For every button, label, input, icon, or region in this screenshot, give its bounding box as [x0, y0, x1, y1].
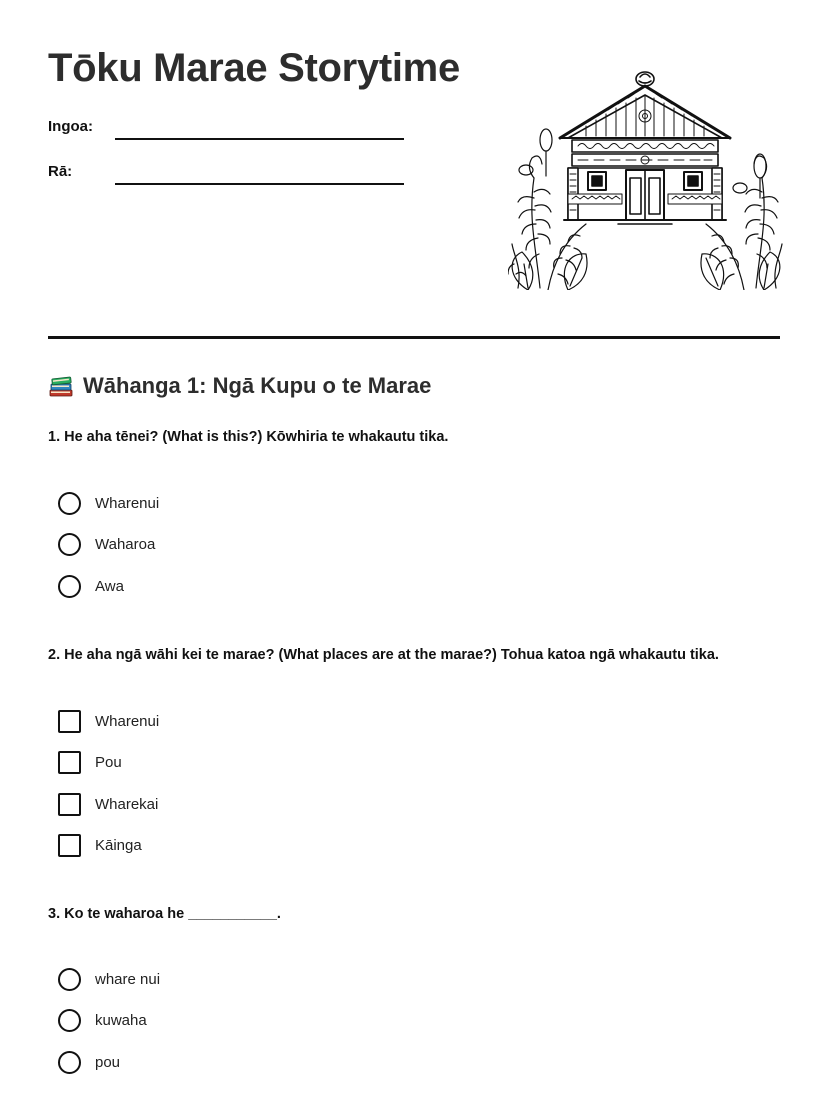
q3-option-whare-nui[interactable] [58, 967, 160, 991]
option-label: Wharenui [95, 494, 160, 512]
option-label: Wharenui [95, 712, 160, 730]
date-input-line[interactable] [115, 183, 404, 185]
q1-option-waharoa[interactable] [58, 532, 155, 556]
option-label: whare nui [95, 970, 161, 988]
option-label: Waharoa [95, 535, 156, 553]
question-3-prompt: 3. Ko te waharoa he ___________. [48, 906, 281, 922]
checkbox[interactable] [58, 834, 81, 857]
option-label: kuwaha [95, 1011, 147, 1029]
question-1-prompt: 1. He aha tēnei? (What is this?) Kōwhiria te whakautu tika. [48, 429, 449, 445]
page-title: Tōku Marae Storytime [48, 46, 460, 90]
q1-option-awa[interactable] [58, 574, 124, 598]
date-label: Rā: [48, 163, 73, 180]
option-label: Kāinga [95, 836, 142, 854]
option-label: Wharekai [95, 795, 159, 813]
q1-option-wharenui[interactable] [58, 491, 159, 515]
option-label: pou [95, 1053, 121, 1071]
radio-button[interactable] [58, 492, 81, 515]
radio-button[interactable] [58, 1051, 81, 1074]
date-field [48, 163, 408, 191]
checkbox[interactable] [58, 751, 81, 774]
q2-option-wharenui[interactable] [58, 709, 159, 733]
books-icon [48, 373, 74, 399]
q3-option-kuwaha[interactable] [58, 1008, 147, 1032]
checkbox[interactable] [58, 793, 81, 816]
option-label: Pou [95, 753, 122, 771]
radio-button[interactable] [58, 1009, 81, 1032]
section-title-text: Wāhanga 1: Ngā Kupu o te Marae [83, 373, 432, 398]
name-label: Ingoa: [48, 118, 93, 135]
wharenui-illustration [508, 68, 784, 290]
q2-option-kainga[interactable] [58, 833, 142, 857]
q2-option-wharekai[interactable] [58, 792, 158, 816]
checkbox[interactable] [58, 710, 81, 733]
q3-option-pou[interactable] [58, 1050, 120, 1074]
section-heading [48, 373, 431, 399]
section-divider [48, 336, 780, 339]
option-label: Awa [95, 577, 124, 595]
q2-option-pou[interactable] [58, 750, 122, 774]
name-input-line[interactable] [115, 138, 404, 140]
question-2-prompt: 2. He aha ngā wāhi kei te marae? (What places are at the marae?) Tohua katoa ngā whakautu tika. [48, 647, 719, 663]
name-field [48, 118, 408, 146]
radio-button[interactable] [58, 533, 81, 556]
radio-button[interactable] [58, 575, 81, 598]
radio-button[interactable] [58, 968, 81, 991]
